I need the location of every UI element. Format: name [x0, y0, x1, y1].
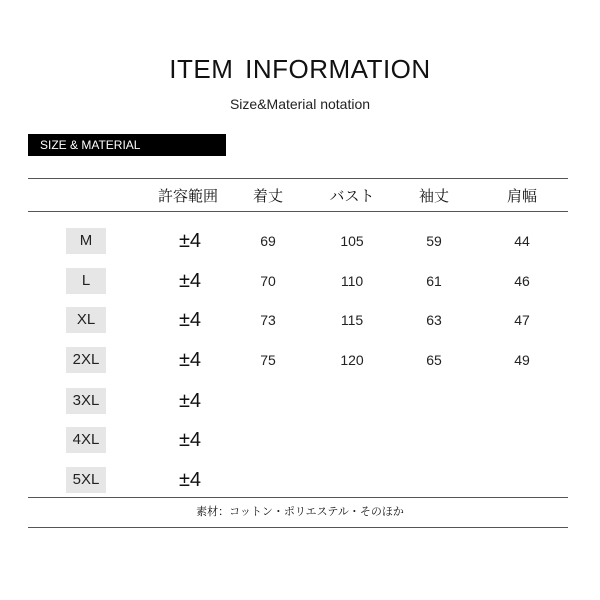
- length-value: 75: [260, 352, 276, 368]
- divider-top: [28, 178, 568, 179]
- header-tolerance: 許容範囲: [157, 187, 218, 205]
- tolerance-value: ±4: [178, 429, 202, 451]
- tolerance-value: ±4: [178, 270, 202, 292]
- tolerance-value: ±4: [178, 230, 202, 252]
- page-title: ITEM INFORMATION: [169, 54, 431, 84]
- tolerance-value: ±4: [178, 390, 202, 412]
- length-value: 69: [260, 233, 276, 249]
- divider-table-bottom: [28, 497, 568, 498]
- length-value: [228, 467, 308, 493]
- sleeve-value: 61: [426, 273, 442, 289]
- length-value: [228, 427, 308, 453]
- size-label: 2XL: [66, 347, 106, 373]
- tolerance-value: ±4: [178, 309, 202, 331]
- length-value: 73: [260, 312, 276, 328]
- length-value: [228, 388, 308, 414]
- shoulder-value: 46: [514, 273, 530, 289]
- divider-header: [28, 211, 568, 212]
- size-label: 5XL: [66, 467, 106, 493]
- sleeve-value: [394, 427, 474, 453]
- bust-value: 110: [340, 273, 364, 289]
- page-subtitle: Size&Material notation: [229, 96, 371, 112]
- sleeve-value: 65: [426, 352, 442, 368]
- header-shoulder: 肩幅: [506, 187, 537, 205]
- size-label: 4XL: [66, 427, 106, 453]
- bust-value: [312, 427, 392, 453]
- length-value: 70: [260, 273, 276, 289]
- sleeve-value: 59: [426, 233, 442, 249]
- sleeve-value: [394, 467, 474, 493]
- tolerance-value: ±4: [178, 349, 202, 371]
- shoulder-value: 49: [514, 352, 530, 368]
- sleeve-value: 63: [426, 312, 442, 328]
- shoulder-value: 44: [514, 233, 530, 249]
- size-label: XL: [66, 307, 106, 333]
- shoulder-value: [482, 427, 562, 453]
- bust-value: 105: [340, 233, 364, 249]
- bust-value: 120: [340, 352, 364, 368]
- header-length: 着丈: [252, 187, 283, 205]
- bust-value: [312, 467, 392, 493]
- shoulder-value: [482, 467, 562, 493]
- shoulder-value: 47: [514, 312, 530, 328]
- header-sleeve: 袖丈: [418, 187, 449, 205]
- sleeve-value: [394, 388, 474, 414]
- divider-material: [28, 527, 568, 528]
- bust-value: 115: [340, 312, 364, 328]
- size-label: 3XL: [66, 388, 106, 414]
- shoulder-value: [482, 388, 562, 414]
- size-label: L: [66, 268, 106, 294]
- material-note: 素材：コットン・ポリエステル・そのほか: [196, 505, 404, 518]
- header-bust: バスト: [329, 187, 375, 205]
- size-label: M: [66, 228, 106, 254]
- tolerance-value: ±4: [178, 469, 202, 491]
- bust-value: [312, 388, 392, 414]
- section-label: SIZE & MATERIAL: [28, 134, 226, 156]
